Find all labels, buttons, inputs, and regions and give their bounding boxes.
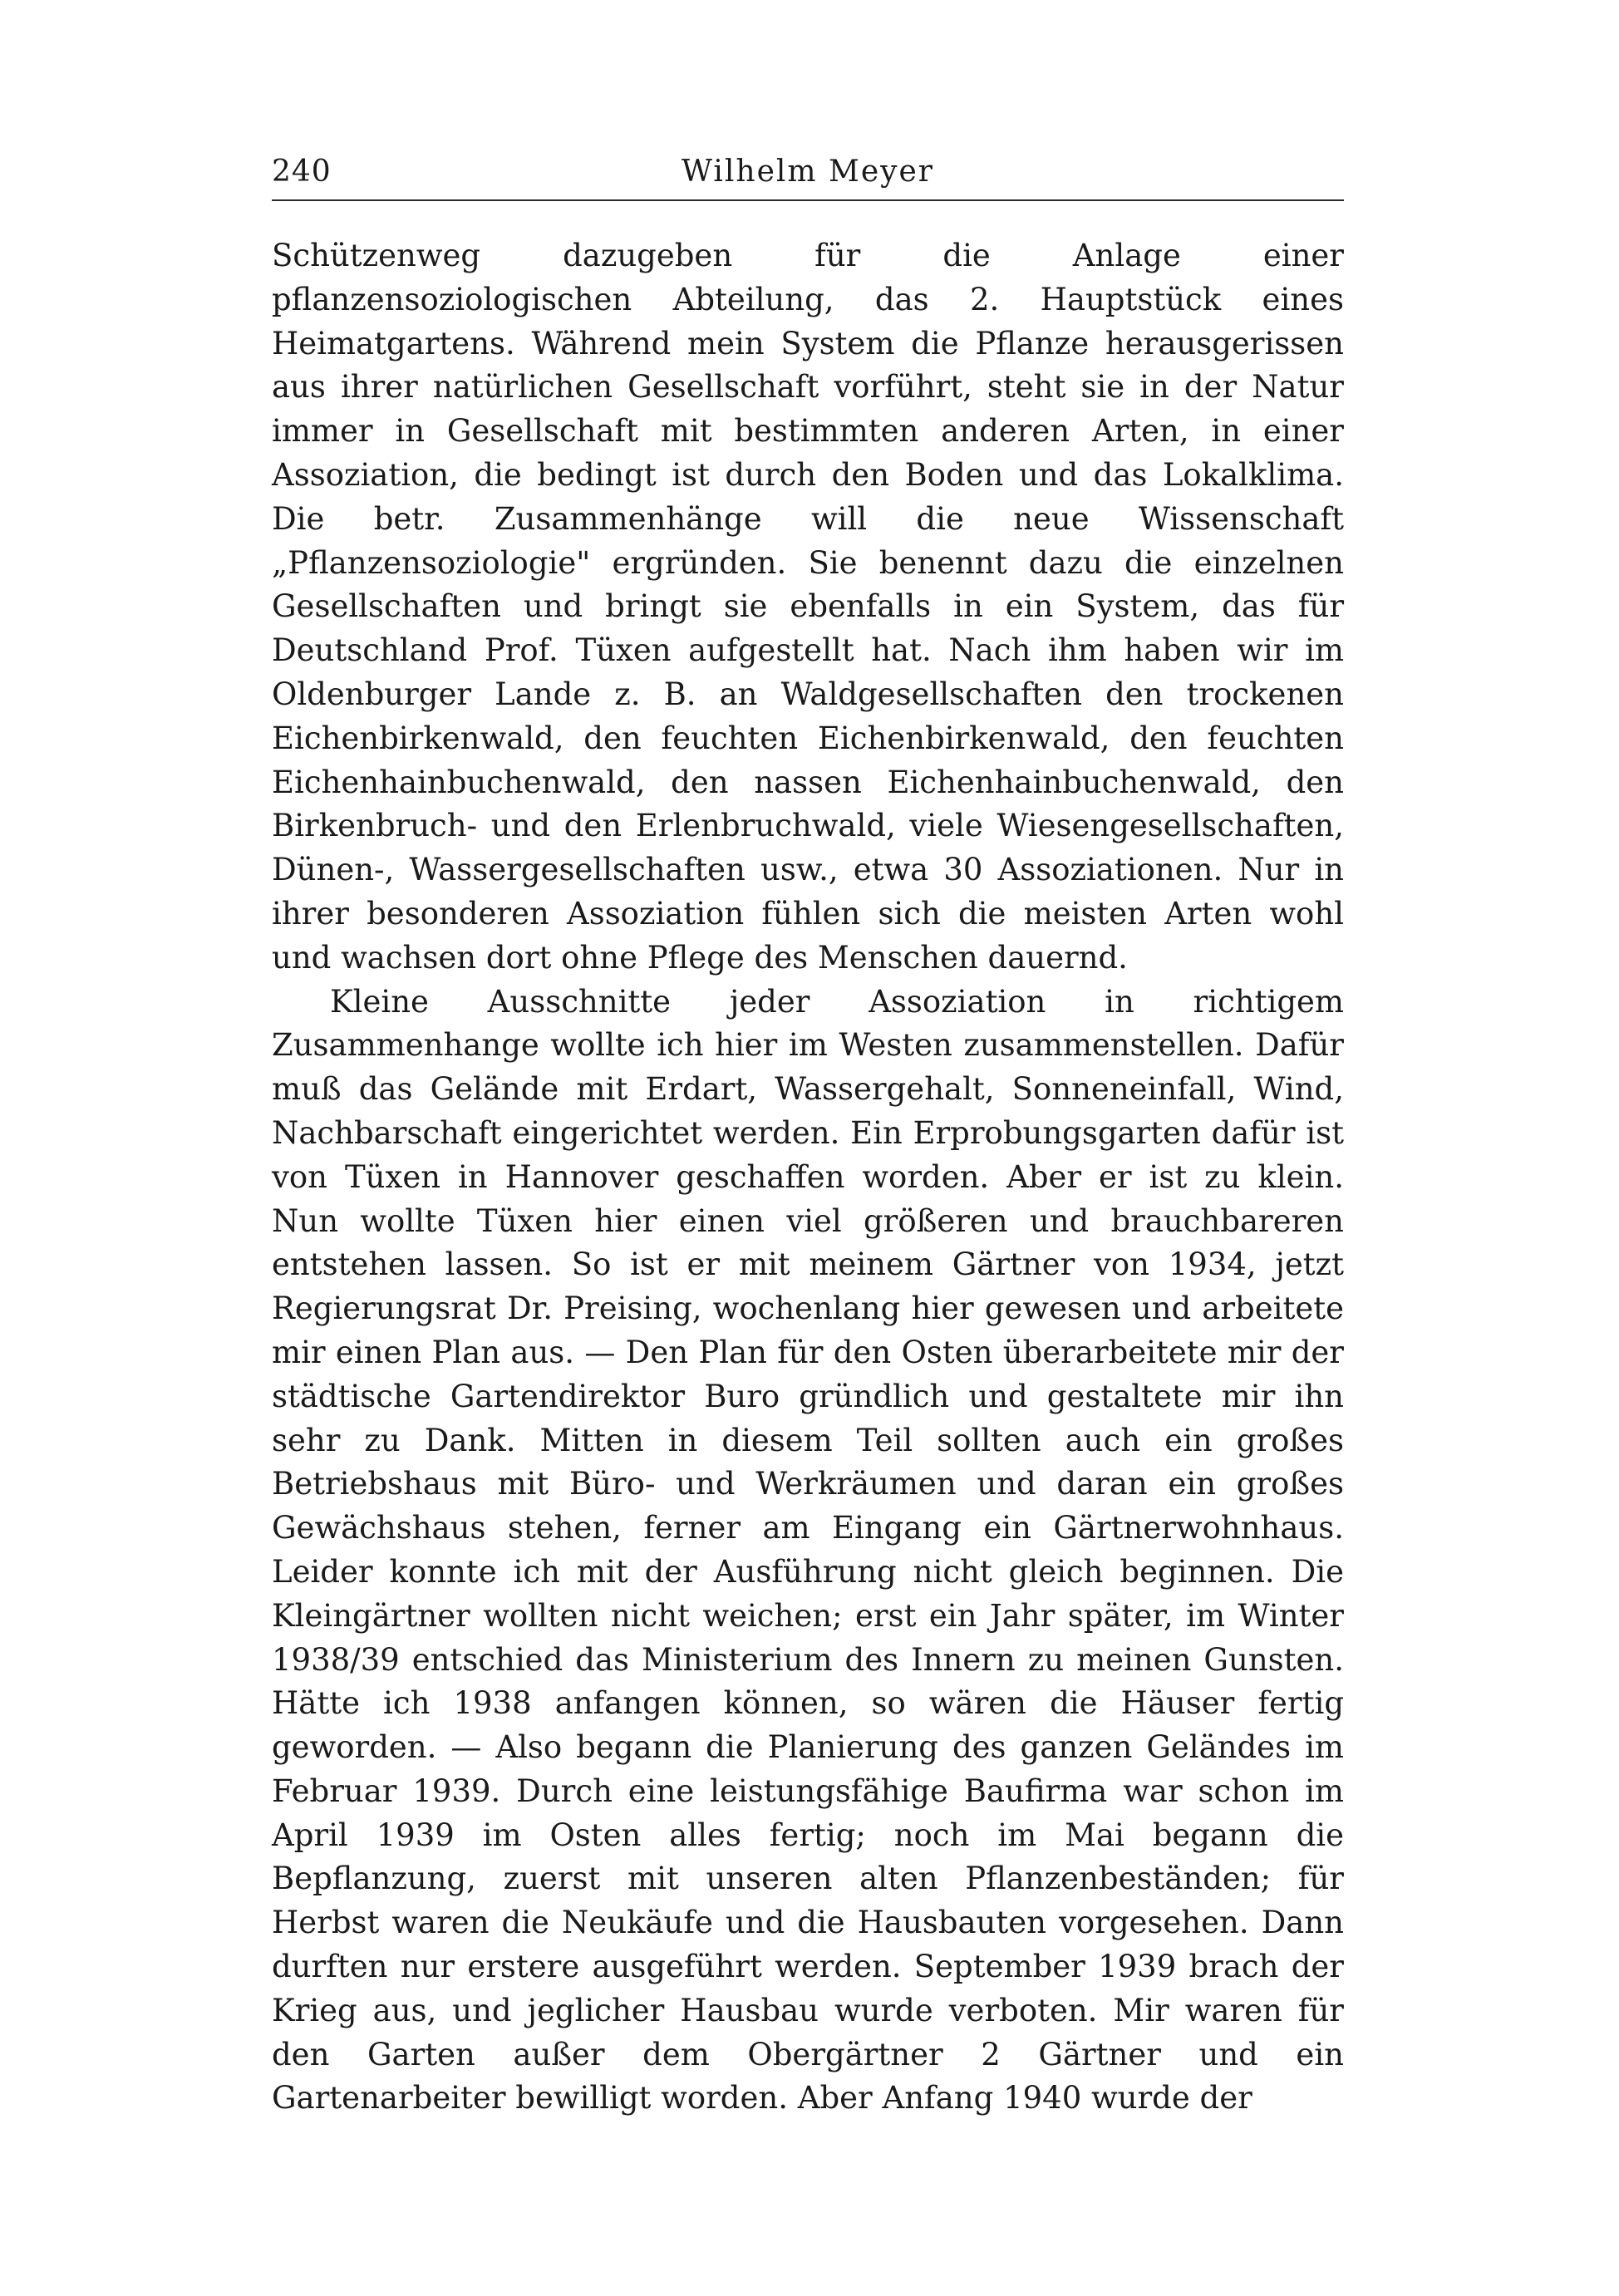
- paragraph-1: Schützenweg dazugeben für die Anlage einer pflanzensoziologischen Abteilung, das 2. Hauptstück eines Heimatgartens. Während mein System die Pflanze herausgerissen aus ihrer natürlichen Gesellschaft vorführt, steht sie in der Natur immer in Gesellschaft mit bestimmten anderen Arten, in einer Assoziation, die bedingt ist durch den Boden und das Lokalklima. Die betr. Zusammenhänge will die neue Wissenschaft „Pflanzensoziologie" ergründen. Sie benennt dazu die einzelnen Gesellschaften und bringt sie ebenfalls in ein System, das für Deutschland Prof. Tüxen aufgestellt hat. Nach ihm haben wir im Oldenburger Lande z. B. an Waldgesellschaften den trockenen Eichenbirkenwald, den feuchten Eichenbirkenwald, den feuchten Eichenhainbuchenwald, den nassen Eichenhainbuchenwald, den Birkenbruch- und den Erlenbruchwald, viele Wiesengesellschaften, Dünen-, Wassergesellschaften usw., etwa 30 Assoziationen. Nur in ihrer besonderen Assoziation fühlen sich die meisten Arten wohl und wachsen dort ohne Pflege des Menschen dauernd.: [272, 238, 1344, 976]
- running-head-author: Wilhelm Meyer: [682, 155, 934, 189]
- paragraph-2: Kleine Ausschnitte jeder Assoziation in richtigem Zusammenhange wollte ich hier im Westen zusammenstellen. Dafür muß das Gelände mit Erdart, Wassergehalt, Sonneneinfall, Wind, Nachbarschaft eingerichtet werden. Ein Erprobungsgarten dafür ist von Tüxen in Hannover geschaffen worden. Aber er ist zu klein. Nun wollte Tüxen hier einen viel größeren und brauchbareren entstehen lassen. So ist er mit meinem Gärtner von 1934, jetzt Regierungsrat Dr. Preising, wochenlang hier gewesen und arbeitete mir einen Plan aus. — Den Plan für den Osten überarbeitete mir der städtische Gartendirektor Buro gründlich und gestaltete mir ihn sehr zu Dank. Mitten in diesem Teil sollten auch ein großes Betriebshaus mit Büro- und Werkräumen und daran ein großes Gewächshaus stehen, ferner am Eingang ein Gärtnerwohnhaus. Leider konnte ich mit der Ausführung nicht gleich beginnen. Die Kleingärtner wollten nicht weichen; erst ein Jahr später, im Winter 1938/39 entschied das Ministerium des Innern zu meinen Gunsten. Hätte ich 1938 anfangen können, so wären die Häuser fertig geworden. — Also begann die Planierung des ganzen Geländes im Februar 1939. Durch eine leistungsfähige Baufirma war schon im April 1939 im Osten alles fertig; noch im Mai begann die Bepflanzung, zuerst mit unseren alten Pflanzenbeständen; für Herbst waren die Neukäufe und die Hausbauten vorgesehen. Dann durften nur erstere ausgeführt werden. September 1939 brach der Krieg aus, und jeglicher Hausbau wurde verboten. Mir waren für den Garten außer dem Obergärtner 2 Gärtner und ein Gartenarbeiter bewilligt worden. Aber Anfang 1940 wurde der: [272, 983, 1344, 2117]
- body-text: [272, 234, 1344, 2121]
- book-page: [272, 150, 1344, 2121]
- running-header: [272, 150, 1344, 201]
- page-number: 240: [272, 155, 332, 189]
